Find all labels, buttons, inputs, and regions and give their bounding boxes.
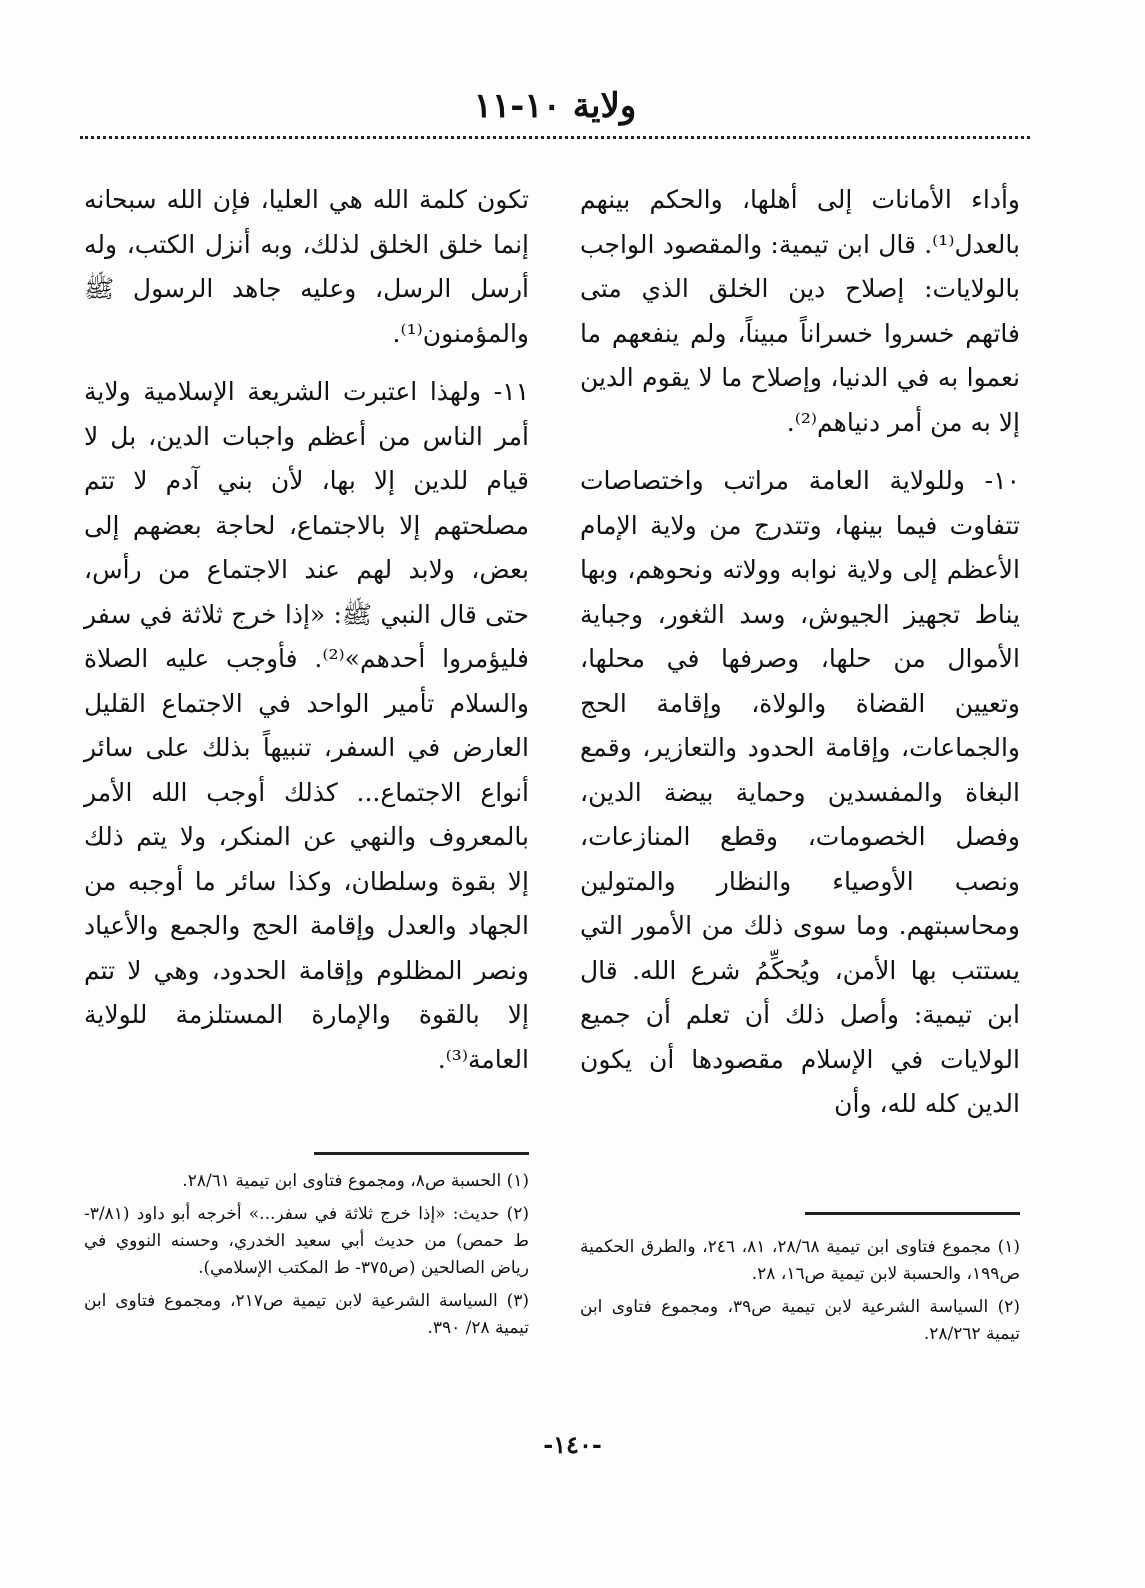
footnote: (٣) السياسة الشرعية لابن تيمية ص٢١٧، ومجموع فتاوى ابن تيمية ٢٨/ ٣٩٠.	[84, 1291, 530, 1338]
right-column	[580, 178, 1020, 1141]
right-footnotes	[580, 1234, 1020, 1354]
footnote-divider	[805, 1212, 1020, 1215]
left-footnotes	[84, 1168, 529, 1348]
footnote: (١) مجموع فتاوى ابن تيمية ٢٨/٦٨، ٨١، ٢٤٦، والطرق الحكمية ص١٩٩، والحسبة لابن تيمية ص١٦، ٢٨.	[580, 1237, 1021, 1284]
left-column	[84, 178, 529, 1096]
footnote: (٢) السياسة الشرعية لابن تيمية ص٣٩، ومجموع فتاوى ابن تيمية ٢٨/٢٦٢.	[580, 1297, 1021, 1344]
footnote: (٢) حديث: «إذا خرج ثلاثة في سفر...» أخرجه أبو داود (٣/٨١- ط حمص) من حديث أبي سعيد الخدري، وحسنه النووي في رياض الصالحين (ص٣٧٥- ط المكتب الإسلامي).	[84, 1204, 529, 1278]
paragraph: وأداء الأمانات إلى أهلها، والحكم بينهم بالعدل⁽¹⁾. قال ابن تيمية: والمقصود الواجب بالولايات: إصلاح دين الخلق الذي متى فاتهم خسروا خسراناً مبيناً، ولم ينفعهم ما نعموا به في الدنيا، وإصلاح ما لا يقوم الدين إلا به من أمر دنياهم⁽²⁾.	[580, 185, 1020, 437]
header-divider	[80, 136, 1030, 139]
paragraph: ١٠- وللولاية العامة مراتب واختصاصات تتفاوت فيما بينها، وتتدرج من ولاية الإمام الأعظم إلى ولاية نوابه وولاته ونحوهم، وبها يناط تجهيز الجيوش، وسد الثغور، وجباية الأموال من حلها، وصرفها في محلها، وتعيين القضاة والولاة، وإقامة الحج والجماعات، وإقامة الحدود والتعازير، وقمع البغاة والمفسدين وحماية بيضة الدين، وفصل الخصومات، وقطع المنازعات، ونصب الأوصياء والنظار والمتولين ومحاسبتهم. وما سوى ذلك من الأمور التي يستتب بها الأمن، ويُحكِّمُ شرع الله. قال ابن تيمية: وأصل ذلك أن تعلم أن جميع الولايات في الإسلام مقصودها أن يكون الدين كله لله، وأن	[580, 466, 1020, 1118]
footnote-divider	[314, 1152, 529, 1155]
footnote: (١) الحسبة ص٨، ومجموع فتاوى ابن تيمية ٢٨/٦١.	[182, 1171, 529, 1191]
paragraph: تكون كلمة الله هي العليا، فإن الله سبحانه إنما خلق الخلق لذلك، وبه أنزل الكتب، وله أرسل الرسل، وعليه جاهد الرسول ﷺ والمؤمنون⁽¹⁾.	[84, 185, 529, 348]
page-title: ولاية ١٠-١١	[473, 86, 637, 126]
paragraph: ١١- ولهذا اعتبرت الشريعة الإسلامية ولاية أمر الناس من أعظم واجبات الدين، بل لا قيام للدين إلا بها، لأن بني آدم لا تتم مصلحتهم إلا بالاجتماع، لحاجة بعضهم إلى بعض، ولابد لهم عند الاجتماع من رأس، حتى قال النبي ﷺ: «إذا خرج ثلاثة في سفر فليؤمروا أحدهم»⁽²⁾. فأوجب عليه الصلاة والسلام تأمير الواحد في الاجتماع القليل العارض في السفر، تنبيهاً بذلك على سائر أنواع الاجتماع... كذلك أوجب الله الأمر بالمعروف والنهي عن المنكر، ولا يتم ذلك إلا بقوة وسلطان، وكذا سائر ما أوجبه من الجهاد والعدل وإقامة الحج والجمع والأعياد ونصر المظلوم وإقامة الحدود، وهي لا تتم إلا بالقوة والإمارة المستلزمة للولاية العامة⁽³⁾.	[84, 377, 529, 1074]
page-number: -١٤٠-	[543, 1430, 602, 1459]
